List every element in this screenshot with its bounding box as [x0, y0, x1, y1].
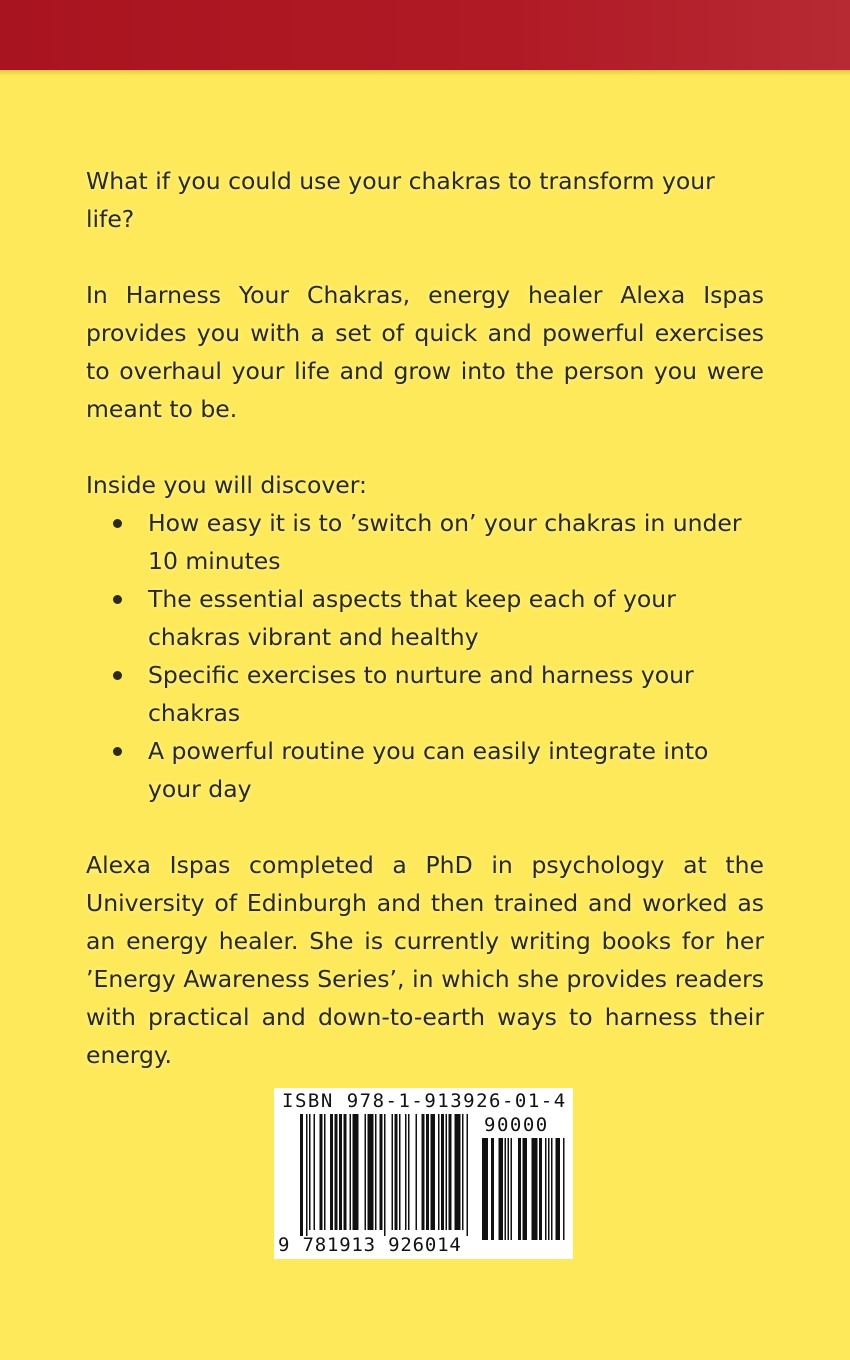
- barcode-bar: [324, 1114, 326, 1230]
- barcode-bar: [482, 1138, 488, 1240]
- barcode-bar: [405, 1114, 407, 1230]
- price-code: 90000: [484, 1114, 549, 1136]
- list-item: The essential aspects that keep each of your chakras vibrant and healthy: [86, 580, 764, 656]
- barcode-bar: [344, 1114, 347, 1230]
- barcode-bar: [416, 1114, 418, 1230]
- barcode-bar: [399, 1114, 401, 1230]
- barcode-bar: [335, 1114, 338, 1230]
- back-cover-copy: [86, 162, 764, 1074]
- barcode-bar: [384, 1114, 386, 1236]
- benefits-list: [86, 504, 764, 808]
- opening-question: What if you could use your chakras to transform your life?: [86, 167, 715, 233]
- barcode-bar: [309, 1114, 311, 1230]
- barcode-bar: [532, 1138, 538, 1240]
- barcode-bar: [365, 1114, 367, 1230]
- cover-top-band: [0, 0, 850, 70]
- barcode-bar: [518, 1138, 521, 1240]
- barcode-bar: [422, 1114, 425, 1230]
- barcode-bar: [556, 1138, 561, 1240]
- barcode-bar: [306, 1114, 308, 1236]
- barcode-bar: [511, 1138, 513, 1240]
- barcode-bar: [320, 1114, 323, 1230]
- barcode-bar: [368, 1114, 374, 1230]
- barcode-bar: [441, 1114, 444, 1230]
- list-item: How easy it is to ’switch on’ your chakras in under 10 minutes: [86, 504, 764, 580]
- barcode-bar: [563, 1138, 565, 1240]
- barcode-bar: [353, 1114, 359, 1230]
- barcode-bar: [375, 1114, 377, 1230]
- list-item: A powerful routine you can easily integrate into your day: [86, 732, 764, 808]
- barcode-bar: [380, 1114, 383, 1230]
- barcode-bar: [431, 1114, 436, 1230]
- band-shadow: [0, 70, 850, 76]
- barcode-bar: [300, 1114, 303, 1236]
- barcode-bar: [491, 1138, 494, 1240]
- barcode-bar: [408, 1114, 410, 1230]
- list-intro: Inside you will discover:: [86, 471, 367, 499]
- barcode-bar: [455, 1114, 461, 1230]
- intro-paragraph: In Harness Your Chakras, energy healer Alexa Ispas provides you with a set of quick and powerful exercises to overhaul your life and grow into the person you were meant to be.: [86, 281, 764, 423]
- barcode-bar: [350, 1114, 352, 1230]
- barcode-bar: [392, 1114, 394, 1230]
- barcode-bar: [467, 1114, 469, 1236]
- barcode-bar: [505, 1138, 507, 1240]
- barcode-bar: [551, 1138, 553, 1240]
- author-bio: Alexa Ispas completed a PhD in psychology at the University of Edinburgh and then trained and worked as an energy healer. She is currently writing books for her ’Energy Awareness Series’, in which she provides readers with practical and down-to-earth ways to harness their energy.: [86, 851, 764, 1069]
- ean-digits: 9 781913 926014: [278, 1234, 462, 1256]
- barcode-bar: [523, 1138, 528, 1240]
- barcode-bar: [548, 1138, 550, 1240]
- barcode-bar: [449, 1114, 452, 1230]
- list-item: Specific exercises to nurture and harness your chakras: [86, 656, 764, 732]
- barcode-bar: [339, 1114, 342, 1230]
- barcode-bar: [446, 1114, 448, 1230]
- isbn-barcode: [274, 1088, 573, 1259]
- barcode-bar: [314, 1114, 316, 1230]
- barcode-bar: [426, 1114, 429, 1230]
- isbn-label: ISBN 978-1-913926-01-4: [282, 1090, 567, 1112]
- barcode-bar: [462, 1114, 464, 1230]
- barcode-bar: [330, 1114, 333, 1230]
- barcode-bar: [395, 1114, 398, 1230]
- barcode-bar: [499, 1138, 504, 1240]
- barcode-bar: [545, 1138, 547, 1240]
- barcode-bar: [438, 1114, 440, 1230]
- barcode-bar: [539, 1138, 542, 1240]
- barcode-bar: [508, 1138, 510, 1240]
